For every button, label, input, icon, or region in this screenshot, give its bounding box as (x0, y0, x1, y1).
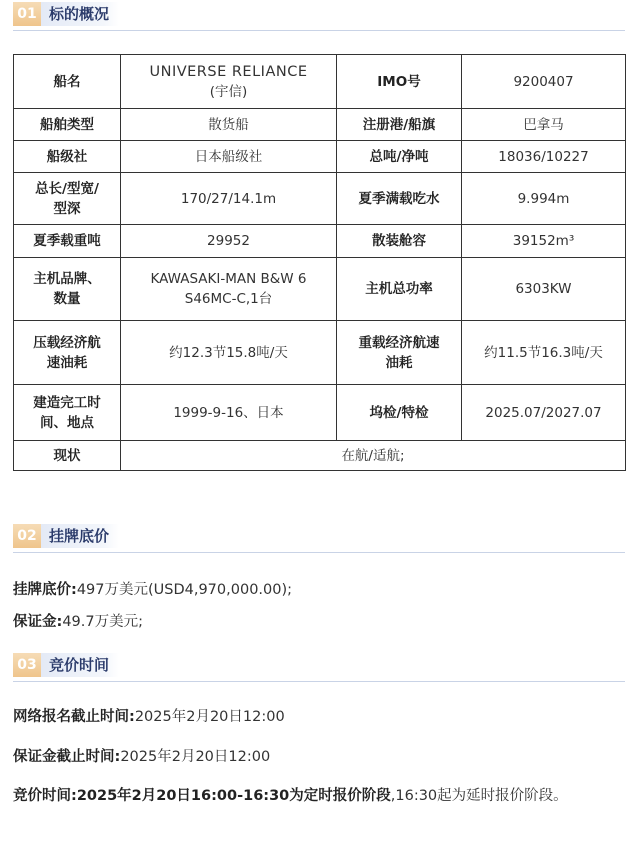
price-line (13, 578, 292, 599)
value-tonnage: 18036/10227 (462, 141, 626, 173)
table-row (14, 55, 626, 109)
bidding-time-label: 竞价时间: (13, 788, 77, 804)
section-number: 02 (13, 524, 41, 548)
registration-deadline-value: 2025年2月20日12:00 (134, 709, 285, 725)
value-ballast-consumption: 约12.3节15.8吨/天 (121, 321, 337, 385)
deposit-deadline-line (13, 745, 270, 766)
value-dwt: 29952 (121, 225, 337, 258)
deposit-deadline-label: 保证金截止时间: (13, 749, 121, 765)
label-tonnage: 总吨/净吨 (337, 141, 462, 173)
label-build-line2: 间、地点 (40, 414, 94, 431)
table-row (14, 173, 626, 225)
value-class-society: 日本船级社 (121, 141, 337, 173)
section-title: 标的概况 (41, 2, 119, 26)
table-row (14, 225, 626, 258)
table-row (14, 385, 626, 441)
label-imo: IMO号 (337, 55, 462, 109)
label-dimensions-line2: 型深 (53, 200, 81, 217)
value-laden-consumption: 约11.5节16.3吨/天 (462, 321, 626, 385)
label-build-line1: 建造完工时 (33, 394, 101, 411)
section-title: 挂牌底价 (41, 524, 119, 548)
label-status: 现状 (14, 441, 121, 471)
bidding-time-extended-stage: ,16:30起为延时报价阶段。 (390, 788, 568, 804)
label-ballast-consumption (14, 321, 121, 385)
label-build (14, 385, 121, 441)
ship-name-cn: (宇信) (209, 83, 248, 100)
value-engine (121, 258, 337, 321)
section-header-timing (13, 651, 625, 682)
label-engine-power: 主机总功率 (337, 258, 462, 321)
value-dimensions: 170/27/14.1m (121, 173, 337, 225)
section-number: 01 (13, 2, 41, 26)
label-ballast-line2: 速油耗 (46, 354, 88, 371)
value-survey: 2025.07/2027.07 (462, 385, 626, 441)
value-flag: 巴拿马 (462, 109, 626, 141)
label-laden-line2: 油耗 (385, 354, 413, 371)
section-number: 03 (13, 653, 41, 677)
value-engine-line2: S46MC-C,1台 (184, 291, 273, 307)
label-dimensions-line1: 总长/型宽/ (35, 180, 99, 197)
registration-deadline-line (13, 705, 285, 726)
label-laden-line1: 重载经济航速 (358, 334, 440, 351)
value-imo: 9200407 (462, 55, 626, 109)
deposit-value: 49.7万美元; (62, 614, 143, 630)
deposit-deadline-value: 2025年2月20日12:00 (120, 749, 271, 765)
label-engine (14, 258, 121, 321)
ship-name-en: UNIVERSE RELIANCE (149, 63, 308, 80)
label-engine-line1: 主机品牌、 (33, 271, 101, 287)
table-row (14, 441, 626, 471)
section-header-overview (13, 0, 625, 31)
value-engine-power: 6303KW (462, 258, 626, 321)
label-class-society: 船级社 (14, 141, 121, 173)
label-engine-line2: 数量 (53, 291, 81, 307)
table-row (14, 141, 626, 173)
table-row (14, 109, 626, 141)
label-capacity: 散装舱容 (337, 225, 462, 258)
table-row (14, 321, 626, 385)
value-ship-name (121, 55, 337, 109)
value-status: 在航/适航; (121, 441, 626, 471)
value-capacity: 39152m³ (462, 225, 626, 258)
label-ballast-line1: 压载经济航 (33, 334, 101, 351)
deposit-label: 保证金: (13, 614, 63, 630)
vessel-info-table (13, 54, 626, 471)
label-survey: 坞检/特检 (337, 385, 462, 441)
section-title: 竞价时间 (41, 653, 119, 677)
label-draft: 夏季满载吃水 (337, 173, 462, 225)
label-dwt: 夏季载重吨 (14, 225, 121, 258)
label-ship-type: 船舶类型 (14, 109, 121, 141)
deposit-line (13, 610, 143, 631)
price-label: 挂牌底价: (13, 582, 77, 598)
value-draft: 9.994m (462, 173, 626, 225)
label-ship-name: 船名 (14, 55, 121, 109)
value-engine-line1: KAWASAKI-MAN B&W 6 (150, 271, 307, 287)
section-header-price (13, 522, 625, 553)
bidding-time-fixed-stage: 2025年2月20日16:00-16:30为定时报价阶段 (76, 788, 391, 804)
label-flag: 注册港/船旗 (337, 109, 462, 141)
table-row (14, 258, 626, 321)
bidding-time-paragraph (13, 781, 623, 811)
price-value: 497万美元(USD4,970,000.00); (76, 582, 293, 598)
label-dimensions (14, 173, 121, 225)
value-ship-type: 散货船 (121, 109, 337, 141)
value-build: 1999-9-16、日本 (121, 385, 337, 441)
registration-deadline-label: 网络报名截止时间: (13, 709, 135, 725)
label-laden-consumption (337, 321, 462, 385)
